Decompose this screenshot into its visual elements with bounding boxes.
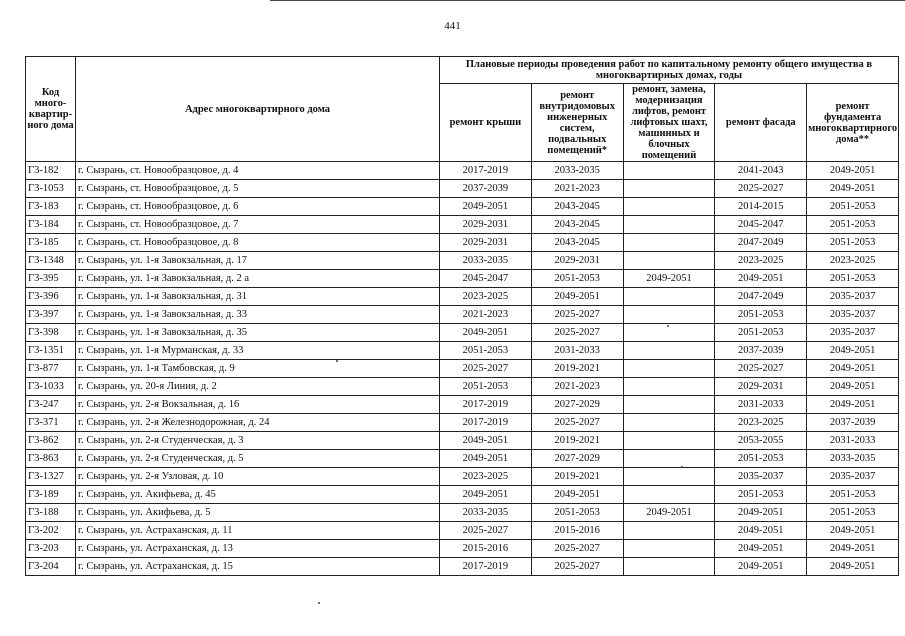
cell-facade: 2035-2037 [715, 468, 807, 486]
cell-code: Г3-203 [26, 540, 76, 558]
cell-code: Г3-189 [26, 486, 76, 504]
cell-foundation: 2051-2053 [807, 234, 899, 252]
cell-address: г. Сызрань, ул. 1-я Завокзальная, д. 31 [76, 288, 440, 306]
table-body [26, 162, 899, 576]
scan-speck [336, 360, 338, 362]
cell-code: Г3-877 [26, 360, 76, 378]
cell-engineering: 2031-2033 [531, 342, 623, 360]
cell-foundation: 2035-2037 [807, 324, 899, 342]
cell-code: Г3-398 [26, 324, 76, 342]
cell-roof: 2023-2025 [440, 468, 532, 486]
cell-facade: 2051-2053 [715, 324, 807, 342]
cell-address: г. Сызрань, ул. 1-я Завокзальная, д. 2 а [76, 270, 440, 288]
cell-engineering: 2051-2053 [531, 504, 623, 522]
cell-lifts: 2049-2051 [623, 270, 715, 288]
cell-engineering: 2019-2021 [531, 468, 623, 486]
cell-facade: 2045-2047 [715, 216, 807, 234]
cell-lifts [623, 162, 715, 180]
cell-engineering: 2029-2031 [531, 252, 623, 270]
cell-address: г. Сызрань, ул. 20-я Линия, д. 2 [76, 378, 440, 396]
table-row [26, 162, 899, 180]
cell-lifts [623, 450, 715, 468]
cell-engineering: 2049-2051 [531, 288, 623, 306]
cell-facade: 2037-2039 [715, 342, 807, 360]
cell-lifts [623, 522, 715, 540]
cell-code: Г3-1351 [26, 342, 76, 360]
table-row [26, 396, 899, 414]
cell-facade: 2049-2051 [715, 270, 807, 288]
cell-roof: 2033-2035 [440, 252, 532, 270]
cell-code: Г3-397 [26, 306, 76, 324]
table-header [26, 57, 899, 162]
top-scan-rule [270, 0, 905, 1]
table-row [26, 270, 899, 288]
cell-lifts [623, 198, 715, 216]
cell-address: г. Сызрань, ул. Астраханская, д. 15 [76, 558, 440, 576]
table-row [26, 414, 899, 432]
cell-roof: 2023-2025 [440, 288, 532, 306]
cell-engineering: 2021-2023 [531, 378, 623, 396]
cell-address: г. Сызрань, ул. Акифьева, д. 5 [76, 504, 440, 522]
cell-roof: 2049-2051 [440, 432, 532, 450]
cell-facade: 2023-2025 [715, 252, 807, 270]
cell-address: г. Сызрань, ул. 1-я Мурманская, д. 33 [76, 342, 440, 360]
cell-engineering: 2025-2027 [531, 558, 623, 576]
cell-roof: 2017-2019 [440, 396, 532, 414]
cell-address: г. Сызрань, ул. 2-я Студенческая, д. 3 [76, 432, 440, 450]
cell-lifts [623, 252, 715, 270]
cell-engineering: 2043-2045 [531, 234, 623, 252]
table-row [26, 468, 899, 486]
scan-speck [681, 466, 683, 468]
cell-address: г. Сызрань, ст. Новообразцовое, д. 8 [76, 234, 440, 252]
cell-foundation: 2037-2039 [807, 414, 899, 432]
page-number: 441 [444, 20, 461, 32]
cell-lifts [623, 558, 715, 576]
cell-code: Г3-183 [26, 198, 76, 216]
cell-roof: 2037-2039 [440, 180, 532, 198]
header-facade: ремонт фасада [715, 84, 807, 162]
cell-code: Г3-184 [26, 216, 76, 234]
table-row [26, 198, 899, 216]
cell-foundation: 2035-2037 [807, 288, 899, 306]
cell-foundation: 2049-2051 [807, 162, 899, 180]
cell-lifts [623, 414, 715, 432]
table-row [26, 252, 899, 270]
cell-roof: 2049-2051 [440, 198, 532, 216]
cell-code: Г3-396 [26, 288, 76, 306]
table-row [26, 450, 899, 468]
cell-engineering: 2043-2045 [531, 216, 623, 234]
cell-foundation: 2049-2051 [807, 396, 899, 414]
header-code: Код много-квартир-ного дома [26, 57, 76, 162]
cell-roof: 2029-2031 [440, 216, 532, 234]
cell-code: Г3-371 [26, 414, 76, 432]
table-row [26, 432, 899, 450]
cell-code: Г3-182 [26, 162, 76, 180]
cell-roof: 2045-2047 [440, 270, 532, 288]
cell-engineering: 2021-2023 [531, 180, 623, 198]
cell-roof: 2049-2051 [440, 486, 532, 504]
cell-address: г. Сызрань, ст. Новообразцовое, д. 7 [76, 216, 440, 234]
cell-code: Г3-204 [26, 558, 76, 576]
cell-lifts [623, 360, 715, 378]
cell-facade: 2031-2033 [715, 396, 807, 414]
cell-address: г. Сызрань, ст. Новообразцовое, д. 4 [76, 162, 440, 180]
header-foundation: ремонт фундамента многоквартирного дома** [807, 84, 899, 162]
header-lifts: ремонт, замена, модернизация лифтов, ремонт лифтовых шахт, машинных и блочных помещений [623, 84, 715, 162]
cell-foundation: 2035-2037 [807, 468, 899, 486]
cell-engineering: 2051-2053 [531, 270, 623, 288]
cell-foundation: 2051-2053 [807, 198, 899, 216]
cell-facade: 2049-2051 [715, 504, 807, 522]
table-row [26, 216, 899, 234]
header-roof: ремонт крыши [440, 84, 532, 162]
cell-facade: 2049-2051 [715, 540, 807, 558]
cell-engineering: 2025-2027 [531, 414, 623, 432]
header-periods-title: Плановые периоды проведения работ по капитальному ремонту общего имущества в многоквартирных домах, годы [440, 57, 899, 84]
cell-lifts [623, 378, 715, 396]
cell-address: г. Сызрань, ул. 1-я Завокзальная, д. 17 [76, 252, 440, 270]
cell-facade: 2051-2053 [715, 450, 807, 468]
cell-foundation: 2051-2053 [807, 504, 899, 522]
cell-lifts [623, 324, 715, 342]
cell-code: Г3-862 [26, 432, 76, 450]
cell-lifts [623, 432, 715, 450]
cell-lifts [623, 216, 715, 234]
cell-address: г. Сызрань, ст. Новообразцовое, д. 5 [76, 180, 440, 198]
cell-roof: 2033-2035 [440, 504, 532, 522]
scan-speck [667, 325, 669, 327]
cell-engineering: 2049-2051 [531, 486, 623, 504]
table-row [26, 558, 899, 576]
cell-lifts [623, 288, 715, 306]
cell-address: г. Сызрань, ул. 1-я Завокзальная, д. 33 [76, 306, 440, 324]
cell-engineering: 2043-2045 [531, 198, 623, 216]
cell-roof: 2049-2051 [440, 324, 532, 342]
cell-facade: 2049-2051 [715, 522, 807, 540]
cell-lifts [623, 468, 715, 486]
cell-lifts: 2049-2051 [623, 504, 715, 522]
cell-lifts [623, 486, 715, 504]
cell-foundation: 2049-2051 [807, 180, 899, 198]
cell-address: г. Сызрань, ул. Астраханская, д. 11 [76, 522, 440, 540]
capital-repair-table [25, 56, 899, 576]
cell-engineering: 2025-2027 [531, 324, 623, 342]
cell-foundation: 2049-2051 [807, 342, 899, 360]
cell-foundation: 2049-2051 [807, 558, 899, 576]
cell-code: Г3-1348 [26, 252, 76, 270]
table-row [26, 306, 899, 324]
cell-foundation: 2051-2053 [807, 270, 899, 288]
cell-address: г. Сызрань, ст. Новообразцовое, д. 6 [76, 198, 440, 216]
cell-roof: 2017-2019 [440, 558, 532, 576]
cell-code: Г3-185 [26, 234, 76, 252]
table-row [26, 522, 899, 540]
cell-engineering: 2019-2021 [531, 432, 623, 450]
header-engineering: ремонт внутридомовых инженерных систем, подвальных помещений* [531, 84, 623, 162]
cell-code: Г3-247 [26, 396, 76, 414]
cell-foundation: 2035-2037 [807, 306, 899, 324]
cell-roof: 2015-2016 [440, 540, 532, 558]
cell-foundation: 2051-2053 [807, 216, 899, 234]
cell-facade: 2053-2055 [715, 432, 807, 450]
cell-roof: 2051-2053 [440, 342, 532, 360]
cell-foundation: 2049-2051 [807, 522, 899, 540]
cell-facade: 2029-2031 [715, 378, 807, 396]
cell-facade: 2014-2015 [715, 198, 807, 216]
cell-roof: 2021-2023 [440, 306, 532, 324]
cell-engineering: 2015-2016 [531, 522, 623, 540]
table-row [26, 540, 899, 558]
cell-facade: 2025-2027 [715, 180, 807, 198]
table-row [26, 378, 899, 396]
cell-roof: 2025-2027 [440, 360, 532, 378]
cell-address: г. Сызрань, ул. 2-я Вокзальная, д. 16 [76, 396, 440, 414]
cell-engineering: 2025-2027 [531, 540, 623, 558]
cell-code: Г3-395 [26, 270, 76, 288]
cell-foundation: 2049-2051 [807, 360, 899, 378]
cell-address: г. Сызрань, ул. Акифьева, д. 45 [76, 486, 440, 504]
cell-facade: 2051-2053 [715, 306, 807, 324]
cell-engineering: 2025-2027 [531, 306, 623, 324]
table-row [26, 486, 899, 504]
scan-speck [318, 602, 320, 604]
cell-lifts [623, 306, 715, 324]
cell-code: Г3-1053 [26, 180, 76, 198]
cell-address: г. Сызрань, ул. 1-я Завокзальная, д. 35 [76, 324, 440, 342]
cell-roof: 2017-2019 [440, 162, 532, 180]
cell-roof: 2029-2031 [440, 234, 532, 252]
cell-roof: 2025-2027 [440, 522, 532, 540]
header-address: Адрес многоквартирного дома [76, 57, 440, 162]
cell-roof: 2017-2019 [440, 414, 532, 432]
cell-code: Г3-202 [26, 522, 76, 540]
cell-lifts [623, 180, 715, 198]
cell-engineering: 2019-2021 [531, 360, 623, 378]
cell-code: Г3-1327 [26, 468, 76, 486]
cell-facade: 2025-2027 [715, 360, 807, 378]
cell-facade: 2041-2043 [715, 162, 807, 180]
table-row [26, 504, 899, 522]
cell-foundation: 2049-2051 [807, 540, 899, 558]
table-row [26, 180, 899, 198]
cell-address: г. Сызрань, ул. Астраханская, д. 13 [76, 540, 440, 558]
cell-engineering: 2027-2029 [531, 396, 623, 414]
cell-code: Г3-863 [26, 450, 76, 468]
table-row [26, 324, 899, 342]
cell-facade: 2051-2053 [715, 486, 807, 504]
cell-engineering: 2027-2029 [531, 450, 623, 468]
cell-code: Г3-188 [26, 504, 76, 522]
cell-engineering: 2033-2035 [531, 162, 623, 180]
cell-foundation: 2051-2053 [807, 486, 899, 504]
table-row [26, 360, 899, 378]
cell-code: Г3-1033 [26, 378, 76, 396]
cell-address: г. Сызрань, ул. 1-я Тамбовская, д. 9 [76, 360, 440, 378]
cell-address: г. Сызрань, ул. 2-я Железнодорожная, д. 24 [76, 414, 440, 432]
cell-facade: 2049-2051 [715, 558, 807, 576]
cell-facade: 2047-2049 [715, 288, 807, 306]
cell-lifts [623, 396, 715, 414]
cell-lifts [623, 540, 715, 558]
table-row [26, 342, 899, 360]
cell-facade: 2023-2025 [715, 414, 807, 432]
cell-roof: 2051-2053 [440, 378, 532, 396]
cell-lifts [623, 342, 715, 360]
cell-foundation: 2033-2035 [807, 450, 899, 468]
cell-foundation: 2023-2025 [807, 252, 899, 270]
cell-facade: 2047-2049 [715, 234, 807, 252]
cell-roof: 2049-2051 [440, 450, 532, 468]
cell-address: г. Сызрань, ул. 2-я Узловая, д. 10 [76, 468, 440, 486]
table-row [26, 288, 899, 306]
table-row [26, 234, 899, 252]
cell-lifts [623, 234, 715, 252]
cell-address: г. Сызрань, ул. 2-я Студенческая, д. 5 [76, 450, 440, 468]
cell-foundation: 2031-2033 [807, 432, 899, 450]
cell-foundation: 2049-2051 [807, 378, 899, 396]
